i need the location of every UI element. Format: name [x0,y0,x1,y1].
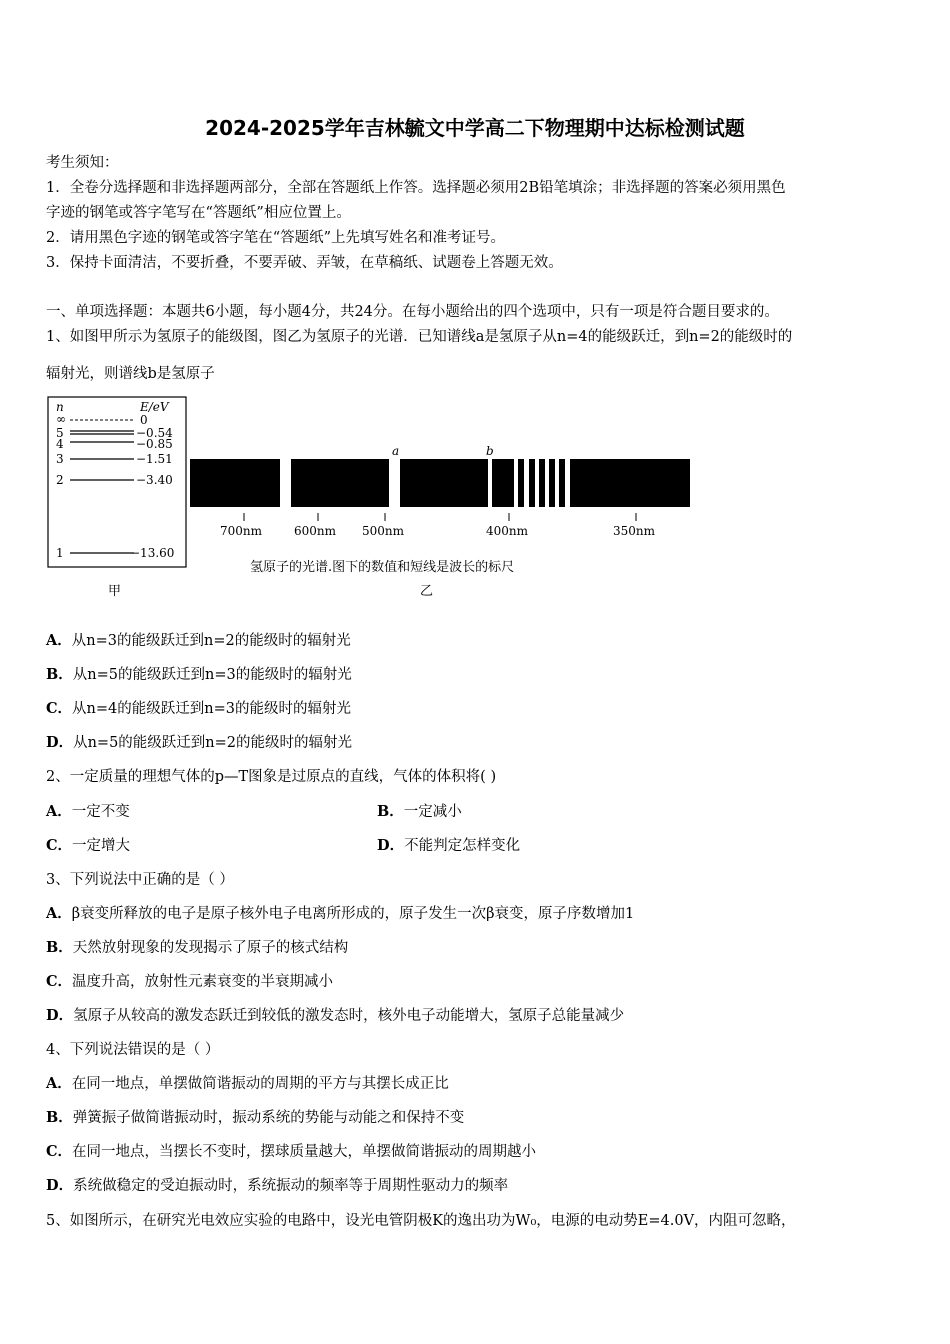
q2-option-b-text: 一定减小 [403,804,462,820]
spectrum-caption: 氢原子的光谱.图下的数值和短线是波长的标尺 [250,560,515,575]
q2-option-c-text: 一定增大 [72,838,131,854]
section-heading: 一、单项选择题：本题共6小题，每小题4分，共24分。在每小题给出的四个选项中，只有一项是符合题目要求的。 [46,304,779,320]
question-2-stem: 2、一定质量的理想气体的p—T图象是过原点的直线，气体的体积将( ) [46,769,497,785]
q1-option-d[interactable] [46,733,352,753]
q4-option-a[interactable] [46,1074,449,1094]
q3-option-c-text: 温度升高，放射性元素衰变的半衰期减小 [72,974,334,990]
question-1-stem: 1、如图甲所示为氢原子的能级图，图乙为氢原子的光谱．已知谱线a是氢原子从n=4的能级跃迁，到n=2的能级时的 [46,329,793,345]
q4-option-b-text: 弹簧振子做简谐振动时，振动系统的势能与动能之和保持不变 [72,1110,465,1126]
tick-label-350: 350nm [613,524,656,538]
level-e-1: −13.60 [130,546,175,560]
q2-option-c-letter: C． [46,837,73,854]
tick-label-500: 500nm [362,524,405,538]
q1-option-c[interactable] [46,699,351,719]
question-4-stem: 4、下列说法错误的是（ ） [46,1042,220,1058]
level-e-inf: 0 [140,413,148,427]
q4-option-c[interactable] [46,1142,536,1162]
spectrum-band-1 [518,459,524,507]
level-n-inf: ∞ [56,412,66,426]
level-e-3: −1.51 [136,452,173,466]
q2-option-a-letter: A． [46,803,72,820]
line-b-label: b [486,444,494,458]
q1-option-b[interactable] [46,665,352,685]
notice-item-2: 2．请用黑色字迹的钢笔或答字笔在“答题纸”上先填写姓名和准考证号。 [46,230,506,246]
q4-option-c-letter: C． [46,1143,73,1160]
q4-option-b-letter: B． [46,1109,73,1126]
q1-option-b-text: 从n=5的能级跃迁到n=3的能级时的辐射光 [72,667,352,683]
level-e-4: −0.85 [136,437,173,451]
spectrum-band-5 [559,459,565,507]
spectrum-block-4 [492,459,514,507]
q3-option-a-letter: A． [46,905,72,922]
notice-item-3: 3．保持卡面清洁，不要折叠，不要弄破、弄皱，在草稿纸、试题卷上答题无效。 [46,255,563,271]
level-e-2: −3.40 [136,473,173,487]
figure-label-jia: 甲 [108,584,122,599]
level-n-1: 1 [56,546,64,560]
tick-label-700: 700nm [220,524,263,538]
spectrum-block-5 [570,459,690,507]
q2-option-a-text: 一定不变 [71,804,130,820]
q2-option-d-text: 不能判定怎样变化 [404,838,521,854]
q1-option-b-letter: B． [46,666,73,683]
question-3-stem: 3、下列说法中正确的是（ ） [46,872,234,888]
q4-option-a-text: 在同一地点，单摆做简谐振动的周期的平方与其摆长成正比 [71,1076,449,1092]
q1-option-c-text: 从n=4的能级跃迁到n=3的能级时的辐射光 [72,701,351,717]
spectrum-block-3 [400,459,488,507]
line-a-label: a [392,444,400,458]
q4-option-a-letter: A． [46,1075,72,1092]
n-axis-label: n [56,400,64,414]
q4-option-d[interactable] [46,1176,508,1196]
q4-option-b[interactable] [46,1108,464,1128]
q2-option-b[interactable] [377,802,462,822]
level-e-5: −0.54 [136,426,173,440]
notice-item-1-cont: 字迹的钢笔或答字笔写在“答题纸”相应位置上。 [46,205,351,221]
notice-item-1: 1．全卷分选择题和非选择题两部分，全部在答题纸上作答。选择题必须用2B铅笔填涂；非选择题的答案必须用黑色 [46,180,786,196]
level-n-4: 4 [56,437,64,451]
notice-heading: 考生须知： [46,155,119,171]
q4-option-d-letter: D． [46,1177,74,1194]
tick-label-600: 600nm [294,524,337,538]
q2-option-d[interactable] [377,836,520,856]
q3-option-c-letter: C． [46,973,73,990]
q4-option-d-text: 系统做稳定的受迫振动时，系统振动的频率等于周期性驱动力的频率 [73,1178,509,1194]
q1-option-a-text: 从n=3的能级跃迁到n=2的能级时的辐射光 [71,633,351,649]
level-n-2: 2 [56,473,64,487]
q3-option-d-text: 氢原子从较高的激发态跃迁到较低的激发态时，核外电子动能增大，氢原子总能量减少 [73,1008,625,1024]
question-1-stem-cont: 辐射光，则谱线b是氢原子 [46,366,215,382]
spectrum-band-3 [539,459,545,507]
q2-option-a[interactable] [46,802,130,822]
level-n-3: 3 [56,452,64,466]
q2-option-b-letter: B． [377,803,404,820]
q3-option-a[interactable] [46,904,634,924]
q1-option-d-text: 从n=5的能级跃迁到n=2的能级时的辐射光 [73,735,353,751]
figure-label-yi: 乙 [420,584,434,599]
spectrum-band-2 [529,459,535,507]
spectrum-band-4 [549,459,555,507]
q3-option-b-text: 天然放射现象的发现揭示了原子的核式结构 [72,940,349,956]
q1-option-a-letter: A． [46,632,72,649]
q3-option-a-text: β衰变所释放的电子是原子核外电子电离所形成的，原子发生一次β衰变，原子序数增加1 [71,906,635,922]
q2-option-c[interactable] [46,836,130,856]
q3-option-c[interactable] [46,972,333,992]
energy-axis-label: E/eV [140,400,169,414]
q4-option-c-text: 在同一地点，当摆长不变时，摆球质量越大，单摆做简谐振动的周期越小 [72,1144,537,1160]
q1-option-c-letter: C． [46,700,73,717]
spectrum-block-1 [190,459,280,507]
q3-option-d-letter: D． [46,1007,74,1024]
q1-option-a[interactable] [46,631,351,651]
q3-option-d[interactable] [46,1006,624,1026]
q2-option-d-letter: D． [377,837,405,854]
q1-option-d-letter: D． [46,734,74,751]
level-n-5: 5 [56,426,64,440]
q3-option-b[interactable] [46,938,348,958]
tick-label-400: 400nm [486,524,529,538]
question-5-stem: 5、如图所示，在研究光电效应实验的电路中，设光电管阴极K的逸出功为W₀，电源的电动势E=4.0V，内阻可忽略， [46,1213,796,1229]
q3-option-b-letter: B． [46,939,73,956]
hydrogen-figure [40,395,700,605]
spectrum-block-2 [291,459,389,507]
page-title: 2024-2025学年吉林毓文中学高二下物理期中达标检测试题 [205,116,745,140]
